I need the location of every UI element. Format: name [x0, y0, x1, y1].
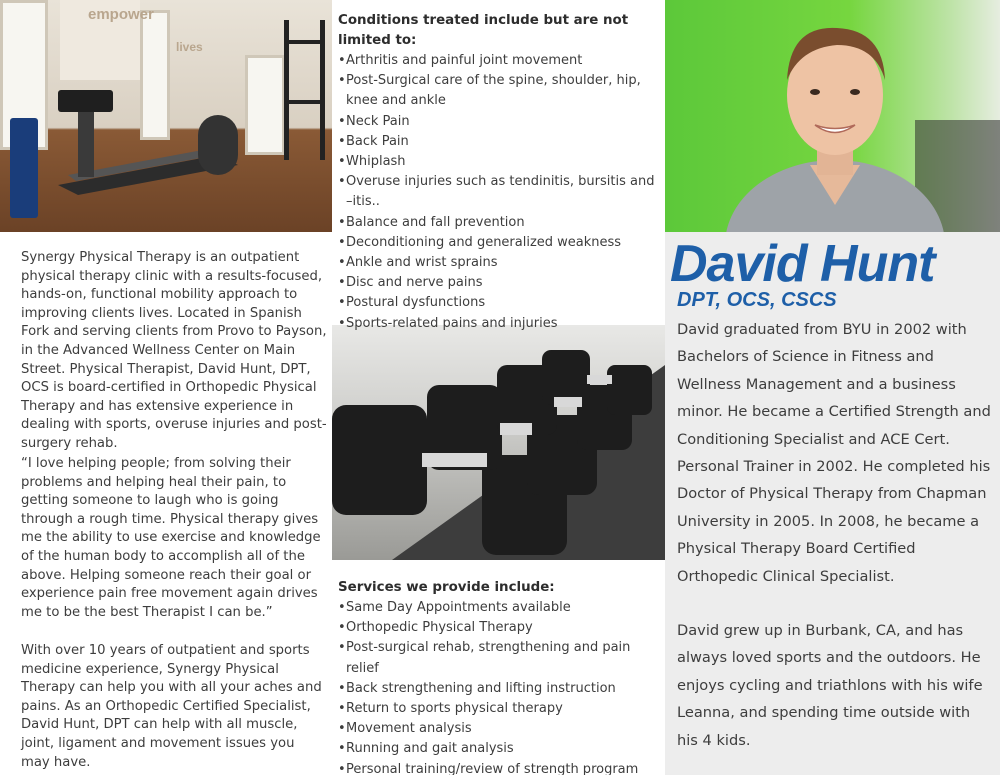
gym-doorway: [245, 55, 285, 155]
bullet-icon: •: [338, 600, 346, 615]
conditions-item-text: Sports-related pains and injuries: [346, 315, 558, 331]
list-item: [338, 719, 663, 739]
dumbbell-photo: [332, 325, 665, 560]
services-item-text: Personal training/review of strength program: [346, 761, 639, 775]
list-item: [338, 760, 663, 775]
bullet-icon: •: [338, 721, 346, 737]
bullet-icon: •: [338, 154, 346, 170]
services-section: [338, 578, 663, 775]
conditions-item-text: Balance and fall prevention: [346, 214, 525, 230]
list-item: [338, 71, 663, 111]
list-item: [338, 314, 663, 334]
list-item: [338, 739, 663, 759]
list-item: [338, 213, 663, 233]
list-item: [338, 638, 663, 678]
bullet-icon: •: [338, 53, 346, 68]
list-item: [338, 172, 663, 212]
conditions-item-text: Back Pain: [346, 133, 409, 149]
list-item: [338, 699, 663, 719]
bullet-icon: •: [338, 620, 346, 636]
wall-panel: [60, 0, 154, 80]
wall-text-lives: lives: [176, 40, 203, 54]
conditions-list: [338, 51, 663, 334]
portrait-photo: [665, 0, 1000, 232]
services-item-text: Orthopedic Physical Therapy: [346, 620, 533, 636]
treadmill-icon: [48, 85, 248, 195]
conditions-item-text: Neck Pain: [346, 113, 410, 129]
bullet-icon: •: [338, 214, 346, 230]
conditions-item-text: Disc and nerve pains: [346, 275, 483, 291]
bullet-icon: •: [338, 234, 346, 250]
bullet-icon: •: [338, 680, 346, 696]
conditions-item-text: Post-Surgical care of the spine, shoulder, hip, knee and ankle: [346, 73, 641, 109]
bullet-icon: •: [338, 255, 346, 271]
foam-roller: [10, 118, 38, 218]
dumbbell-rack-icon: [332, 325, 665, 560]
bullet-icon: •: [338, 113, 346, 129]
conditions-heading: Conditions treated include but are not limited to:: [338, 13, 629, 48]
services-item-text: Post-surgical rehab, strengthening and pain relief: [346, 640, 631, 676]
bullet-icon: •: [338, 640, 346, 656]
bullet-icon: •: [338, 761, 346, 775]
conditions-section: [338, 11, 663, 334]
wall-text-empower: empower: [88, 6, 154, 23]
conditions-item-text: Overuse injuries such as tendinitis, bursitis and –itis..: [346, 174, 655, 210]
bullet-icon: •: [338, 315, 346, 331]
services-list: [338, 598, 663, 775]
therapist-quote-paragraph: “I love helping people; from solving their problems and helping heal their pain, to getting someone to laugh who is going through a rough time. Physical therapy gives me the ability to use exercise and knowledge of the human body to accomplish all of the above. Helping someone reach their goal or experience pain free movement again drives me to be the best Therapist I can be.”: [21, 456, 321, 620]
list-item: [338, 132, 663, 152]
services-heading: Services we provide include:: [338, 580, 555, 595]
list-item: [338, 598, 663, 618]
list-item: [338, 152, 663, 172]
experience-paragraph: With over 10 years of outpatient and sports medicine experience, Synergy Physical Therapy can help you with all your aches and pains. As an Orthopedic Certified Specialist, David Hunt, DPT can help with all muscle, joint, ligament and movement issues you may have.: [21, 643, 322, 770]
bullet-icon: •: [338, 174, 346, 190]
clinic-intro-paragraph: Synergy Physical Therapy is an outpatient physical therapy clinic with a results-focused, hands-on, functional mobility approach to improving clients lives. Located in Spanish Fork and serving clients from Provo to Payson, in the Advanced Wellness Center on Main Street. Physical Therapist, David Hunt, DPT, OCS is board-certified in Orthopedic Physical Therapy and has extensive experience in dealing with sports, overuse injuries and post-surgery rehab.: [21, 250, 327, 451]
list-item: [338, 233, 663, 253]
bullet-icon: •: [338, 275, 346, 291]
services-item-text: Return to sports physical therapy: [346, 701, 563, 717]
conditions-item-text: Ankle and wrist sprains: [346, 255, 498, 271]
list-item: [338, 293, 663, 313]
power-rack-icon: [280, 20, 332, 160]
conditions-item-text: Postural dysfunctions: [346, 295, 486, 311]
services-item-text: Back strengthening and lifting instruction: [346, 680, 616, 696]
services-item-text: Movement analysis: [346, 721, 472, 737]
bullet-icon: •: [338, 295, 346, 311]
conditions-item-text: Deconditioning and generalized weakness: [346, 234, 622, 250]
gym-photo: [0, 0, 332, 232]
services-item-text: Same Day Appointments available: [346, 600, 571, 615]
therapist-credentials: DPT, OCS, CSCS: [677, 289, 837, 311]
conditions-item-text: Whiplash: [346, 154, 406, 170]
list-item: [338, 618, 663, 638]
bullet-icon: •: [338, 73, 346, 89]
list-item: [338, 51, 663, 71]
person-portrait-icon: [665, 0, 1000, 232]
bullet-icon: •: [338, 133, 346, 149]
bullet-icon: •: [338, 741, 346, 757]
list-item: [338, 112, 663, 132]
therapist-name: David Hunt: [670, 235, 935, 293]
bullet-icon: •: [338, 701, 346, 717]
list-item: [338, 253, 663, 273]
bio-paragraph-education: David graduated from BYU in 2002 with Bachelors of Science in Fitness and Wellness Management and a business minor. He became a Certified Strength and Conditioning Specialist and ACE Cert. Personal Trainer in 2002. He completed his Doctor of Physical Therapy from Chapman University in 2005. In 2008, he became a Physical Therapy Board Certified Orthopedic Clinical Specialist.: [677, 321, 991, 585]
list-item: [338, 273, 663, 293]
conditions-item-text: Arthritis and painful joint movement: [346, 53, 583, 68]
list-item: [338, 679, 663, 699]
bio-paragraph-personal: David grew up in Burbank, CA, and has always loved sports and the outdoors. He enjoys cycling and triathlons with his wife Leanna, and spending time outside with his 4 kids.: [677, 622, 983, 749]
services-item-text: Running and gait analysis: [346, 741, 514, 757]
